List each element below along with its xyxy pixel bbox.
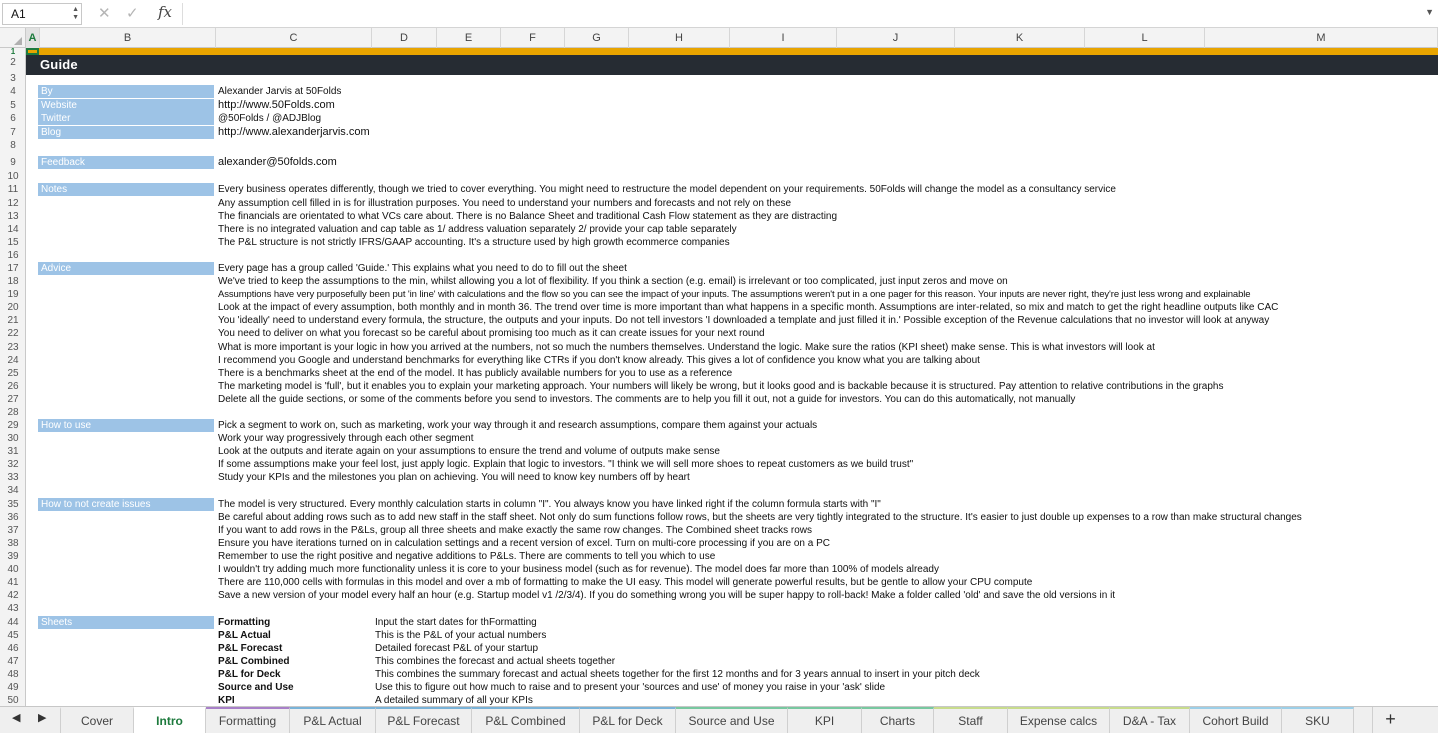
row-header[interactable]: 45 — [7, 630, 19, 641]
page-title: Guide — [40, 57, 78, 72]
sheet-description[interactable]: A detailed summary of all your KPIs — [375, 695, 533, 706]
how-to-use-line[interactable]: Pick a segment to work on, such as marketing, work your way through it and research assumptions, compare them against your actuals — [218, 420, 818, 431]
prev-sheet-icon[interactable]: ◀ — [12, 712, 21, 724]
sheet-name[interactable]: P&L Combined — [218, 656, 290, 667]
column-headers — [0, 28, 1438, 48]
row-header[interactable]: 24 — [7, 355, 19, 366]
next-sheet-icon[interactable]: ▶ — [38, 712, 47, 724]
row-header[interactable]: 1 — [10, 48, 16, 56]
row-header[interactable]: 25 — [7, 368, 19, 379]
how-to-not-line[interactable]: There are 110,000 cells with formulas in this model and over a mb of formatting to make the UI easy. This model will generate powerful results, but be gentle to allow your CPU compute — [218, 577, 1033, 588]
row-header[interactable]: 16 — [7, 250, 19, 261]
info-blog[interactable]: http://www.alexanderjarvis.com — [218, 126, 370, 138]
row-headers — [0, 48, 26, 706]
column-header-k[interactable]: K — [955, 28, 1085, 48]
tab-pl-for-deck[interactable]: P&L for Deck — [580, 707, 676, 733]
row-header[interactable]: 49 — [7, 682, 19, 693]
label-how-to-not-create-issues: How to not create issues — [38, 498, 214, 511]
row-header[interactable]: 18 — [7, 276, 19, 287]
row-header[interactable]: 4 — [10, 86, 16, 97]
advice-line[interactable]: There is a benchmarks sheet at the end of the model. It has publicly available numbers for you to use as a reference — [218, 368, 733, 379]
header-accent-band — [26, 48, 1438, 55]
label-sheets: Sheets — [38, 616, 214, 629]
label-advice: Advice — [38, 262, 214, 275]
confirm-icon[interactable]: ✓ — [126, 5, 139, 22]
row-header[interactable]: 34 — [7, 485, 19, 496]
sheet-description[interactable]: This is the P&L of your actual numbers — [375, 630, 547, 641]
row-header[interactable]: 10 — [7, 171, 19, 182]
row-header[interactable]: 27 — [7, 394, 19, 405]
name-box-spinner-icon[interactable]: ▲ ▼ — [72, 6, 79, 21]
row-header[interactable]: 28 — [7, 407, 19, 418]
selected-cell[interactable] — [26, 48, 39, 55]
row-header[interactable]: 11 — [7, 184, 19, 195]
advice-line[interactable]: Assumptions have very purposefully been put 'in line' with calculations and the flow so you can see the impact of your inputs. The assumptions weren't put in a one pager for this reason. Your inputs are never right, they're just less wrong and explainable — [218, 289, 1251, 300]
sheet-description[interactable]: Use this to figure out how much to raise and to present your 'sources and use' of money you raise in your 'ask' slide — [375, 682, 886, 693]
sheet-name[interactable]: Source and Use — [218, 682, 294, 693]
how-to-not-line[interactable]: I wouldn't try adding much more functionality unless it is core to your business model (such as for revenue). The model does far more than 100% of models already — [218, 564, 939, 575]
cell-grid[interactable] — [0, 48, 1438, 706]
tab-expense-calcs[interactable]: Expense calcs — [1008, 707, 1110, 733]
notes-line[interactable]: Any assumption cell filled in is for illustration purposes. You need to understand your numbers and forecasts and not rely on these — [218, 198, 792, 209]
cell-reference: A1 — [11, 7, 26, 21]
advice-line[interactable]: Look at the impact of every assumption, both monthly and in month 36. The trend over time is more important than what happens in a specific month. Assumptions are inter-related, so mix and match to get the right headline outputs like CAC — [218, 302, 1279, 313]
label-notes: Notes — [38, 183, 214, 196]
advice-line[interactable]: You need to deliver on what you forecast so be careful about promising too much as it can create issues for your next round — [218, 328, 765, 339]
row-header[interactable]: 43 — [7, 603, 19, 614]
column-header-a[interactable]: A — [26, 28, 40, 48]
tab-cover[interactable]: Cover — [60, 707, 134, 733]
formula-input[interactable] — [182, 3, 1432, 25]
tab-pl-actual[interactable]: P&L Actual — [290, 707, 376, 733]
label-by: By — [38, 85, 214, 98]
tab-intro[interactable]: Intro — [134, 707, 206, 733]
row-header[interactable]: 31 — [7, 446, 19, 457]
sheet-tab-bar — [0, 706, 1438, 733]
row-header[interactable]: 3 — [10, 73, 16, 84]
row-header[interactable]: 35 — [7, 499, 19, 510]
label-how-to-use: How to use — [38, 419, 214, 432]
row-header[interactable]: 7 — [10, 127, 16, 138]
row-header[interactable]: 19 — [7, 289, 19, 300]
tab-pl-combined[interactable]: P&L Combined — [472, 707, 580, 733]
row-header[interactable]: 36 — [7, 512, 19, 523]
how-to-not-line[interactable]: Ensure you have iterations turned on in calculation settings and a recent version of excel. Turn on multi-core processing if you are on a PC — [218, 538, 831, 549]
row-header[interactable]: 22 — [7, 328, 19, 339]
info-website[interactable]: http://www.50Folds.com — [218, 99, 335, 111]
column-header-e[interactable]: E — [437, 28, 501, 48]
column-header-h[interactable]: H — [629, 28, 730, 48]
info-by[interactable]: Alexander Jarvis at 50Folds — [218, 86, 342, 97]
name-box[interactable] — [2, 3, 82, 25]
advice-line[interactable]: We've tried to keep the assumptions to the min, whilst allowing you a lot of flexibility. If you think a section (e.g. email) is irrelevant or too complicated, just input zeros and move on — [218, 276, 1008, 287]
row-header[interactable]: 5 — [10, 100, 16, 111]
header-title-band — [26, 55, 1438, 75]
row-header[interactable]: 29 — [7, 420, 19, 431]
sheet-name[interactable]: P&L Actual — [218, 630, 271, 641]
notes-line[interactable]: Every business operates differently, though we tried to cover everything. You might need to restructure the model dependent on your requirements. 50Folds will change the model as a consultancy service — [218, 184, 1116, 195]
row-header[interactable]: 12 — [7, 198, 19, 209]
info-twitter[interactable]: @50Folds / @ADJBlog — [218, 113, 322, 124]
advice-line[interactable]: I recommend you Google and understand benchmarks for everything like CTRs if you don't know already. This gives a lot of confidence you know what you are talking about — [218, 355, 980, 366]
sheet-description[interactable]: This combines the summary forecast and actual sheets together for the first 12 months and for 3 years annual to insert in your pitch deck — [375, 669, 980, 680]
how-to-not-line[interactable]: The model is very structured. Every monthly calculation starts in column "I". You always know you have linked right if the column formula starts with "I" — [218, 499, 881, 510]
sheet-description[interactable]: This combines the forecast and actual sheets together — [375, 656, 616, 667]
label-website: Website — [38, 99, 214, 112]
how-to-not-line[interactable]: Save a new version of your model every half an hour (e.g. Startup model v1 /2/3/4). If you do something wrong you will be super happy to roll-back! Make a folder called 'old' and save the old versions in it — [218, 590, 1116, 601]
column-header-m[interactable]: M — [1205, 28, 1438, 48]
tab-pl-forecast[interactable]: P&L Forecast — [376, 707, 472, 733]
row-header[interactable]: 21 — [7, 315, 19, 326]
label-feedback: Feedback — [38, 156, 214, 169]
how-to-use-line[interactable]: If some assumptions make your feel lost, just apply logic. Explain that logic to investors. "I think we will sell more shoes to repeat customers as we build trust" — [218, 459, 914, 470]
row-header[interactable]: 23 — [7, 342, 19, 353]
advice-line[interactable]: What is more important is your logic in how you arrived at the numbers, not so much the numbers themselves. Understand the logic. Make sure the ratios (KPI sheet) make sense. This is what investors will look at — [218, 342, 1155, 353]
info-feedback[interactable]: alexander@50folds.com — [218, 156, 337, 168]
how-to-use-line[interactable]: Work your way progressively through each other segment — [218, 433, 474, 444]
column-header-i[interactable]: I — [730, 28, 837, 48]
row-header[interactable]: 9 — [10, 157, 16, 168]
tab-cohort-build[interactable]: Cohort Build — [1190, 707, 1282, 733]
row-header[interactable]: 14 — [7, 224, 19, 235]
sheet-description[interactable]: Detailed forecast P&L of your startup — [375, 643, 539, 654]
row-header[interactable]: 6 — [10, 113, 16, 124]
cancel-icon[interactable]: ✕ — [98, 5, 111, 22]
notes-line[interactable]: The financials are orientated to what VCs care about. There is no Balance Sheet and traditional Cash Flow statement as they are distracting — [218, 211, 838, 222]
row-header[interactable]: 26 — [7, 381, 19, 392]
label-blog: Blog — [38, 126, 214, 139]
row-header[interactable]: 46 — [7, 643, 19, 654]
column-header-g[interactable]: G — [565, 28, 629, 48]
row-header[interactable]: 48 — [7, 669, 19, 680]
column-header-j[interactable]: J — [837, 28, 955, 48]
tab-source-and-use[interactable]: Source and Use — [676, 707, 788, 733]
row-header[interactable]: 40 — [7, 564, 19, 575]
row-header[interactable]: 42 — [7, 590, 19, 601]
notes-line[interactable]: The P&L structure is not strictly IFRS/GAAP accounting. It's a structure used by high growth ecommerce companies — [218, 237, 730, 248]
column-header-b[interactable]: B — [40, 28, 216, 48]
row-header[interactable]: 47 — [7, 656, 19, 667]
add-sheet-icon[interactable]: + — [1372, 707, 1408, 733]
how-to-use-line[interactable]: Study your KPIs and the milestones you plan on achieving. You will need to know key numbers off by heart — [218, 472, 690, 483]
row-header[interactable]: 17 — [7, 263, 19, 274]
tab-sku[interactable]: SKU — [1282, 707, 1354, 733]
advice-line[interactable]: Delete all the guide sections, or some of the comments before you send to investors. The comments are to help you fill it out, not a guide for investors. You can do this automatically, not manually — [218, 394, 1076, 405]
row-header[interactable]: 2 — [10, 57, 16, 68]
column-header-l[interactable]: L — [1085, 28, 1205, 48]
column-header-f[interactable]: F — [501, 28, 565, 48]
label-twitter: Twitter — [38, 112, 214, 125]
sheet-name[interactable]: P&L Forecast — [218, 643, 283, 654]
tab-kpi[interactable]: KPI — [788, 707, 862, 733]
advice-line[interactable]: The marketing model is 'full', but it enables you to explain your marketing approach. Your numbers will likely be wrong, but it looks good and is backable because it is structured. Pay attention to relative contributions in the graphs — [218, 381, 1224, 392]
tab-da-tax[interactable]: D&A - Tax — [1110, 707, 1190, 733]
row-header[interactable]: 15 — [7, 237, 19, 248]
how-to-use-line[interactable]: Look at the outputs and iterate again on your assumptions to ensure the trend and volume of outputs make sense — [218, 446, 720, 457]
column-header-c[interactable]: C — [216, 28, 372, 48]
notes-line[interactable]: There is no integrated valuation and cap table as 1/ address valuation separately 2/ provide your cap table separately — [218, 224, 737, 235]
row-header[interactable]: 13 — [7, 211, 19, 222]
column-header-d[interactable]: D — [372, 28, 437, 48]
sheet-name[interactable]: Formatting — [218, 617, 271, 628]
advice-line[interactable]: You 'ideally' need to understand every formula, the structure, the outputs and your inputs. Do not tell investors 'I downloaded a template and just filled it in.' Possible exception of the Revenue calculations that no investor will look at anyway — [218, 315, 1270, 326]
row-header[interactable]: 37 — [7, 525, 19, 536]
row-header[interactable]: 39 — [7, 551, 19, 562]
sheet-description[interactable]: Input the start dates for thFormatting — [375, 617, 537, 628]
row-header[interactable]: 8 — [10, 140, 16, 151]
how-to-not-line[interactable]: If you want to add rows in the P&Ls, group all three sheets and make exactly the same row changes. The Combined sheet tracks rows — [218, 525, 813, 536]
how-to-not-line[interactable]: Remember to use the right positive and negative additions to P&Ls. There are comments to tell you which to use — [218, 551, 716, 562]
row-header[interactable]: 20 — [7, 302, 19, 313]
formula-bar — [0, 0, 1438, 28]
select-all-corner[interactable] — [0, 28, 26, 48]
row-header[interactable]: 32 — [7, 459, 19, 470]
sheet-name[interactable]: P&L for Deck — [218, 669, 281, 680]
row-header[interactable]: 41 — [7, 577, 19, 588]
function-icon[interactable]: fx — [158, 3, 173, 21]
how-to-not-line[interactable]: Be careful about adding rows such as to add new staff in the staff sheet. Not only do sum functions follow rows, but the sheets are very tightly integrated to the structure. It's easier to just double up expenses to a row than make structural changes — [218, 512, 1302, 523]
tab-formatting[interactable]: Formatting — [206, 707, 290, 733]
row-header[interactable]: 33 — [7, 472, 19, 483]
advice-line[interactable]: Every page has a group called 'Guide.' This explains what you need to do to fill out the sheet — [218, 263, 627, 274]
row-header[interactable]: 30 — [7, 433, 19, 444]
row-header[interactable]: 44 — [7, 617, 19, 628]
tab-staff[interactable]: Staff — [934, 707, 1008, 733]
row-header[interactable]: 50 — [7, 695, 19, 706]
sheet-name[interactable]: KPI — [218, 695, 235, 706]
row-header[interactable]: 38 — [7, 538, 19, 549]
tab-charts[interactable]: Charts — [862, 707, 934, 733]
formula-expand-icon[interactable]: ▼ — [1425, 7, 1434, 17]
